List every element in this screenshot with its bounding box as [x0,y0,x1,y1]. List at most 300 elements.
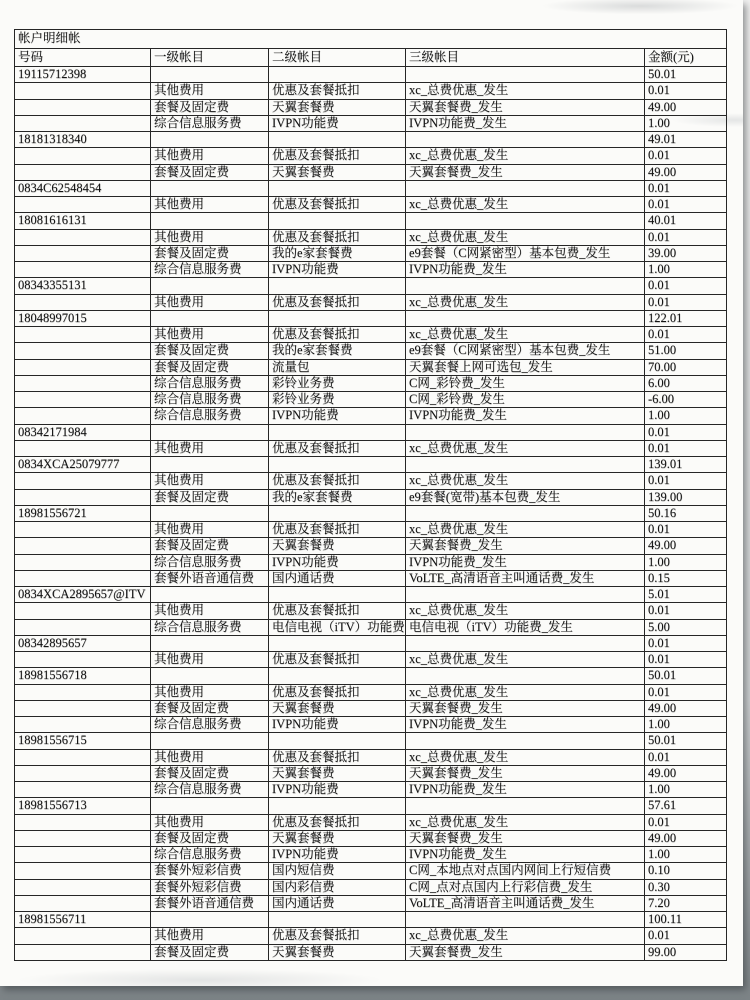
table-row [15,343,727,359]
table-row [15,879,727,895]
table-row [15,99,727,115]
cell-level2: IVPN功能费 [269,847,406,863]
cell-level3 [406,912,645,928]
cell-level2: 天翼套餐费 [269,944,406,960]
cell-amount: 0.01 [645,440,727,456]
cell-level2 [269,635,406,651]
cell-amount: 50.01 [645,733,727,749]
cell-level2: IVPN功能费 [269,717,406,733]
cell-level1: 套餐及固定费 [151,245,269,261]
cell-number [15,814,151,830]
cell-level2 [269,912,406,928]
cell-level2: 国内短信费 [269,863,406,879]
cell-amount: 39.00 [645,245,727,261]
cell-level2 [269,424,406,440]
cell-number [15,765,151,781]
cell-amount: 5.01 [645,587,727,603]
cell-level1: 综合信息服务费 [151,619,269,635]
table-row [15,489,727,505]
cell-number: 08342895657 [15,635,151,651]
cell-number: 18048997015 [15,310,151,326]
table-row [15,67,727,83]
cell-level1 [151,213,269,229]
cell-amount: 0.01 [645,814,727,830]
cell-level3: C网_本地点对点国内网间上行短信费 [406,863,645,879]
cell-level1: 套餐及固定费 [151,359,269,375]
cell-level3: xc_总费优惠_发生 [406,522,645,538]
cell-level2: 彩铃业务费 [269,392,406,408]
cell-amount: 49.00 [645,765,727,781]
cell-level1: 综合信息服务费 [151,392,269,408]
cell-level1 [151,278,269,294]
cell-level2 [269,278,406,294]
cell-number [15,717,151,733]
cell-amount: 0.15 [645,570,727,586]
cell-level3: 天翼套餐费_发生 [406,830,645,846]
cell-level2 [269,213,406,229]
table-row [15,538,727,554]
cell-number [15,700,151,716]
cell-level2 [269,668,406,684]
table-row [15,473,727,489]
cell-level2 [269,587,406,603]
cell-number [15,115,151,131]
table-row [15,148,727,164]
table-row [15,408,727,424]
cell-number [15,343,151,359]
cell-amount: 1.00 [645,115,727,131]
cell-level2: IVPN功能费 [269,554,406,570]
cell-level1 [151,587,269,603]
cell-number [15,847,151,863]
cell-amount: 0.01 [645,928,727,944]
cell-number: 18981556721 [15,505,151,521]
cell-number [15,554,151,570]
cell-level1: 套餐外短彩信费 [151,863,269,879]
cell-level2: IVPN功能费 [269,782,406,798]
table-row [15,912,727,928]
cell-level1: 其他费用 [151,294,269,310]
cell-amount: 50.01 [645,668,727,684]
column-header-number: 号码 [15,49,151,67]
cell-level2 [269,310,406,326]
cell-level1: 其他费用 [151,229,269,245]
cell-level3: xc_总费优惠_发生 [406,229,645,245]
cell-level1: 其他费用 [151,83,269,99]
table-row [15,814,727,830]
cell-level1 [151,67,269,83]
cell-level1: 其他费用 [151,148,269,164]
cell-level2: 天翼套餐费 [269,700,406,716]
cell-level3: 天翼套餐费_发生 [406,700,645,716]
cell-level3: xc_总费优惠_发生 [406,197,645,213]
cell-number: 18181318340 [15,132,151,148]
cell-level1 [151,132,269,148]
cell-level2: 我的e家套餐费 [269,489,406,505]
cell-amount: 49.00 [645,538,727,554]
table-header-row [15,49,727,67]
cell-level3: xc_总费优惠_发生 [406,440,645,456]
cell-level2: 优惠及套餐抵扣 [269,603,406,619]
column-header-amount: 金额(元) [645,49,727,67]
cell-amount: 0.01 [645,522,727,538]
cell-level2: 国内彩信费 [269,879,406,895]
cell-number [15,570,151,586]
cell-level2: 天翼套餐费 [269,830,406,846]
cell-level2 [269,180,406,196]
table-row [15,717,727,733]
cell-level2: 优惠及套餐抵扣 [269,440,406,456]
cell-level3: xc_总费优惠_发生 [406,603,645,619]
cell-level1: 其他费用 [151,749,269,765]
table-row [15,310,727,326]
table-row [15,733,727,749]
cell-level3: xc_总费优惠_发生 [406,473,645,489]
cell-level1: 套餐及固定费 [151,164,269,180]
cell-number [15,522,151,538]
table-row [15,765,727,781]
cell-level2: 优惠及套餐抵扣 [269,522,406,538]
table-row [15,749,727,765]
cell-number [15,99,151,115]
table-row [15,229,727,245]
cell-level2: 优惠及套餐抵扣 [269,327,406,343]
cell-level2 [269,798,406,814]
cell-level3 [406,180,645,196]
cell-number [15,879,151,895]
table-row [15,782,727,798]
cell-amount: 49.00 [645,830,727,846]
cell-level2: 天翼套餐费 [269,164,406,180]
table-row [15,505,727,521]
cell-amount: 49.00 [645,99,727,115]
table-row [15,522,727,538]
cell-amount: 1.00 [645,782,727,798]
cell-level2: 优惠及套餐抵扣 [269,928,406,944]
cell-level2 [269,132,406,148]
cell-number: 18981556718 [15,668,151,684]
table-row [15,245,727,261]
cell-level1: 套餐及固定费 [151,99,269,115]
cell-level1: 综合信息服务费 [151,782,269,798]
cell-number [15,863,151,879]
cell-number [15,619,151,635]
cell-amount: 0.01 [645,83,727,99]
cell-amount: 57.61 [645,798,727,814]
cell-number [15,489,151,505]
cell-level3: xc_总费优惠_发生 [406,148,645,164]
cell-level3: xc_总费优惠_发生 [406,327,645,343]
table-row [15,570,727,586]
table-row [15,684,727,700]
cell-amount: 0.01 [645,424,727,440]
cell-number [15,603,151,619]
table-row [15,587,727,603]
cell-level1: 其他费用 [151,440,269,456]
cell-amount: 139.01 [645,457,727,473]
cell-number: 0834C62548454 [15,180,151,196]
cell-level3: C网_彩铃费_发生 [406,392,645,408]
cell-level3: xc_总费优惠_发生 [406,83,645,99]
table-row [15,132,727,148]
cell-level1 [151,424,269,440]
cell-number: 18981556715 [15,733,151,749]
cell-number [15,440,151,456]
cell-level3 [406,733,645,749]
cell-level1: 套餐外语音通信费 [151,570,269,586]
cell-number [15,83,151,99]
cell-level2: 我的e家套餐费 [269,245,406,261]
cell-level1: 套餐外语音通信费 [151,895,269,911]
cell-level3: 天翼套餐费_发生 [406,99,645,115]
cell-number [15,375,151,391]
cell-number: 18981556711 [15,912,151,928]
cell-amount: 0.01 [645,197,727,213]
cell-level1 [151,457,269,473]
cell-number [15,148,151,164]
cell-number [15,830,151,846]
cell-number [15,538,151,554]
cell-level3: 天翼套餐费_发生 [406,538,645,554]
cell-level1: 综合信息服务费 [151,408,269,424]
cell-level1: 套餐外短彩信费 [151,879,269,895]
table-row [15,83,727,99]
cell-level3: IVPN功能费_发生 [406,408,645,424]
cell-level2: 国内通话费 [269,895,406,911]
cell-number [15,944,151,960]
cell-amount: 1.00 [645,847,727,863]
table-row [15,619,727,635]
cell-level1 [151,912,269,928]
account-detail-table [14,29,727,961]
table-row [15,392,727,408]
cell-level1 [151,635,269,651]
cell-level3: IVPN功能费_发生 [406,115,645,131]
table-row [15,863,727,879]
cell-number [15,327,151,343]
cell-amount: 51.00 [645,343,727,359]
table-body [15,67,727,961]
cell-number [15,928,151,944]
cell-level3: IVPN功能费_发生 [406,262,645,278]
table-row [15,847,727,863]
cell-level3 [406,424,645,440]
cell-level3 [406,635,645,651]
column-header-level2: 二级帐目 [269,49,406,67]
cell-level1 [151,733,269,749]
table-row [15,652,727,668]
cell-level2: 优惠及套餐抵扣 [269,684,406,700]
cell-level1 [151,505,269,521]
cell-amount: 7.20 [645,895,727,911]
cell-amount: 0.01 [645,180,727,196]
cell-level1: 套餐及固定费 [151,538,269,554]
cell-level2: 优惠及套餐抵扣 [269,814,406,830]
cell-level1: 套餐及固定费 [151,830,269,846]
table-row [15,798,727,814]
table-row [15,359,727,375]
cell-level3: VoLTE_高清语音主叫通话费_发生 [406,895,645,911]
cell-level1: 综合信息服务费 [151,375,269,391]
cell-level1: 其他费用 [151,928,269,944]
cell-level1: 其他费用 [151,327,269,343]
cell-level3 [406,587,645,603]
cell-level1: 综合信息服务费 [151,847,269,863]
cell-level2: IVPN功能费 [269,115,406,131]
cell-level2: 优惠及套餐抵扣 [269,749,406,765]
cell-number [15,895,151,911]
cell-amount: 0.01 [645,229,727,245]
cell-number [15,392,151,408]
table-row [15,895,727,911]
cell-level3: 电信电视（iTV）功能费_发生 [406,619,645,635]
cell-level3: e9套餐（C网紧密型）基本包费_发生 [406,245,645,261]
cell-level1: 其他费用 [151,473,269,489]
cell-level1: 套餐及固定费 [151,944,269,960]
cell-level2: 天翼套餐费 [269,765,406,781]
cell-level1 [151,310,269,326]
cell-level3: 天翼套餐费_发生 [406,944,645,960]
table-row [15,164,727,180]
cell-level3: 天翼套餐费_发生 [406,765,645,781]
cell-number: 0834XCA2895657@ITV [15,587,151,603]
cell-level2: 优惠及套餐抵扣 [269,148,406,164]
table-row [15,668,727,684]
cell-number [15,408,151,424]
cell-level3: e9套餐（C网紧密型）基本包费_发生 [406,343,645,359]
cell-level1: 套餐及固定费 [151,489,269,505]
cell-amount: 0.01 [645,473,727,489]
cell-level1 [151,180,269,196]
cell-level1: 其他费用 [151,197,269,213]
cell-level1: 套餐及固定费 [151,765,269,781]
cell-level3: xc_总费优惠_发生 [406,294,645,310]
cell-level2: 电信电视（iTV）功能费 [269,619,406,635]
cell-level2: 优惠及套餐抵扣 [269,294,406,310]
cell-level2 [269,505,406,521]
table-row [15,294,727,310]
cell-number [15,684,151,700]
cell-number [15,294,151,310]
cell-level2 [269,457,406,473]
cell-amount: 0.01 [645,294,727,310]
cell-amount: 0.01 [645,684,727,700]
cell-level1 [151,798,269,814]
cell-amount: 49.00 [645,700,727,716]
cell-amount: 99.00 [645,944,727,960]
table-row [15,928,727,944]
cell-number [15,473,151,489]
cell-amount: 0.01 [645,603,727,619]
cell-number: 19115712398 [15,67,151,83]
cell-amount: 6.00 [645,375,727,391]
table-row [15,830,727,846]
cell-level2: 优惠及套餐抵扣 [269,83,406,99]
cell-level3: e9套餐(宽带)基本包费_发生 [406,489,645,505]
cell-level3: IVPN功能费_发生 [406,782,645,798]
cell-level3: xc_总费优惠_发生 [406,749,645,765]
cell-level1: 综合信息服务费 [151,554,269,570]
table-row [15,457,727,473]
cell-level2: 优惠及套餐抵扣 [269,473,406,489]
cell-level2 [269,733,406,749]
cell-level3: 天翼套餐费_发生 [406,164,645,180]
table-row [15,262,727,278]
cell-amount: 122.01 [645,310,727,326]
cell-level3 [406,132,645,148]
cell-amount: 0.30 [645,879,727,895]
table-row [15,700,727,716]
cell-amount: 50.01 [645,67,727,83]
cell-level1: 其他费用 [151,814,269,830]
cell-level3 [406,798,645,814]
cell-number [15,749,151,765]
cell-level3: IVPN功能费_发生 [406,847,645,863]
cell-level2: IVPN功能费 [269,262,406,278]
cell-number: 0834XCA25079777 [15,457,151,473]
column-header-level3: 三级帐目 [406,49,645,67]
cell-level1: 综合信息服务费 [151,262,269,278]
table-row [15,944,727,960]
cell-amount: 49.01 [645,132,727,148]
cell-level1: 综合信息服务费 [151,717,269,733]
cell-number [15,262,151,278]
cell-number [15,782,151,798]
cell-amount: 100.11 [645,912,727,928]
cell-level3 [406,505,645,521]
cell-level3: C网_点对点国内上行彩信费_发生 [406,879,645,895]
cell-amount: 0.01 [645,327,727,343]
cell-amount: 0.01 [645,652,727,668]
cell-number [15,229,151,245]
cell-level3 [406,310,645,326]
table-row [15,115,727,131]
cell-level2: 流量包 [269,359,406,375]
cell-level1: 套餐及固定费 [151,700,269,716]
table-title-row [15,30,727,49]
cell-level3: xc_总费优惠_发生 [406,928,645,944]
cell-number: 08342171984 [15,424,151,440]
cell-amount: 0.10 [645,863,727,879]
table-row [15,440,727,456]
cell-level2: 天翼套餐费 [269,538,406,554]
cell-number: 18081616131 [15,213,151,229]
cell-number [15,359,151,375]
cell-level3 [406,278,645,294]
cell-amount: 1.00 [645,554,727,570]
cell-level1: 其他费用 [151,522,269,538]
cell-number [15,245,151,261]
cell-amount: 139.00 [645,489,727,505]
cell-level1: 其他费用 [151,603,269,619]
cell-level3: VoLTE_高清语音主叫通话费_发生 [406,570,645,586]
table-row [15,180,727,196]
cell-amount: 0.01 [645,148,727,164]
table-row [15,278,727,294]
column-header-level1: 一级帐目 [151,49,269,67]
cell-number: 18981556713 [15,798,151,814]
table-row [15,603,727,619]
cell-level3: 天翼套餐上网可选包_发生 [406,359,645,375]
cell-level1 [151,668,269,684]
cell-amount: 50.16 [645,505,727,521]
cell-amount: 1.00 [645,717,727,733]
cell-amount: 40.01 [645,213,727,229]
cell-level2: 优惠及套餐抵扣 [269,652,406,668]
cell-amount: 5.00 [645,619,727,635]
cell-level1: 其他费用 [151,652,269,668]
cell-number [15,652,151,668]
